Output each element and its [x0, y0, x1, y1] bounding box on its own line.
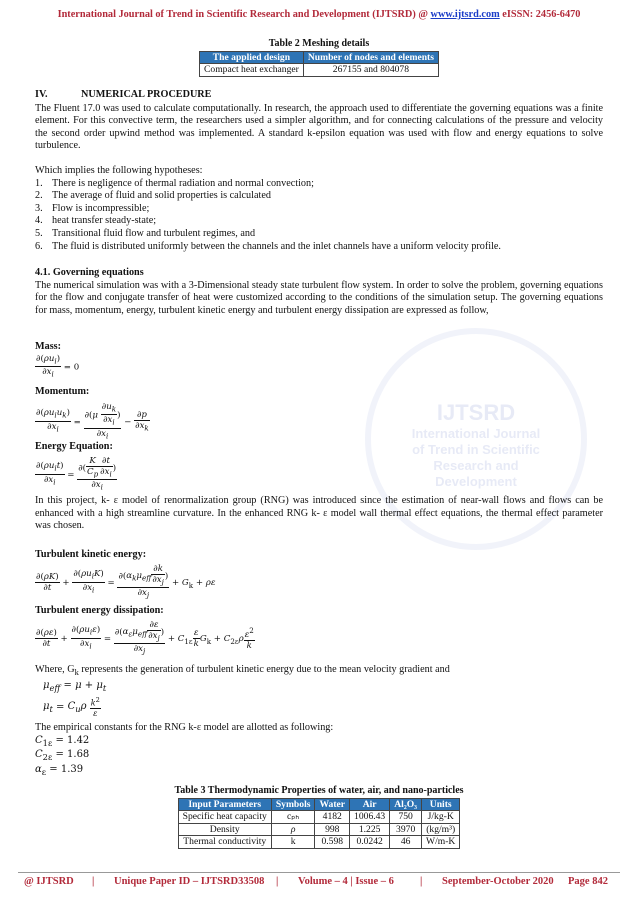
mass-equation: $\frac{\partial(\rho u_i)}{\partial x_i}$ = 0 [36, 353, 80, 380]
table2-header: The applied design [200, 51, 304, 64]
paragraph: Which implies the following hypotheses: [35, 164, 203, 176]
table2-header: Number of nodes and elements [303, 51, 438, 64]
table3-header: Al₂O₃ [390, 798, 422, 811]
table2-caption: Table 2 Meshing details [268, 38, 370, 49]
tke-equation: $\frac{\partial(\rho K)}{\partial t}$ + $\frac{\partial(\rho u_iK)}{\partial x_i}$ = $\partial(\alpha_k\mu_{eff}$ $\frac{\partial k}{\partial x_j}$ ) $\partial x_j$ + $G_k + \rho\varepsilon$ [36, 563, 216, 601]
ted-equation: $\frac{\partial(\rho\varepsilon)}{\partial t}$ + $\frac{\partial(\rho u_i\varepsilon)}{\partial x_i}$ = $\partial(\alpha_\varepsilon\mu_{eff}$ $\frac{\partial\varepsilon}{\partial x_j}$ ) $\partial x_j$ + $C_{1\varepsilon}$ $\frac{\varepsilon}{k}$ $G_k + C_{2\varepsilon}\rho$ $\frac{\varepsilon^2}{k}$ [36, 619, 254, 657]
table-row: Specific heat capacity cₚₕ 4182 1006.43 750 J/kg-K [178, 811, 460, 824]
paragraph: The Fluent 17.0 was used to calculate computationally. In research, the approach used to differentiate the governing equations was a finite element. For this convective term, the researchers used a simpler algorithm, and for connecting calculations of the pressure and velocity the second order upwind method was implemented. A standard k-epsilon equation was used with flow and energy equations to solve turbulence. [35, 102, 603, 152]
table3-caption: Table 3 Thermodynamic Properties of water, air, and nano-particles [174, 785, 464, 796]
mu-eff-equation: $\mu_{eff} = \mu + \mu_t$ [43, 679, 107, 693]
where-line: Where, $G_k$ represents the generation of turbulent kinetic energy due to the mean velocity gradient and [35, 664, 450, 678]
list-item: 5. Transitional fluid flow and turbulent regimes, and [35, 227, 256, 239]
table3-header: Units [422, 798, 460, 811]
table-row: Density ρ 998 1.225 3970 (kg/m³) [178, 823, 460, 836]
journal-name: International Journal of Trend in Scientific Research and Development (IJTSRD) @ [57, 9, 431, 20]
table3 [178, 798, 461, 849]
footer-rule [18, 872, 620, 873]
list-item: 4. heat transfer steady-state; [35, 215, 157, 227]
mass-label: Mass: [35, 341, 62, 352]
ted-label: Turbulent energy dissipation: [35, 605, 164, 616]
footer-paper-id: Unique Paper ID – IJTSRD33508 [114, 876, 265, 887]
ijtsrd-watermark: IJTSRD International Journal of Trend in Scientific Research and Development [365, 328, 587, 550]
table3-header: Symbols [271, 798, 315, 811]
journal-link[interactable]: www.ijtsrd.com [430, 9, 500, 20]
tke-label: Turbulent kinetic energy: [35, 549, 147, 560]
table3-header: Input Parameters [178, 798, 271, 811]
subsection-heading: 4.1. Governing equations [35, 267, 144, 278]
hypotheses-list [35, 178, 603, 254]
section-heading: IV. NUMERICAL PROCEDURE [35, 89, 212, 100]
table2 [199, 51, 439, 77]
list-item: 2. The average of fluid and solid properties is calculated [35, 190, 271, 202]
c1-constant: $C_{1\varepsilon} = 1.42$ [35, 734, 90, 748]
running-header [0, 9, 638, 20]
footer-site: @ IJTSRD [24, 876, 74, 887]
table-row: Compact heat exchanger 267155 and 804078 [200, 64, 439, 77]
alpha-constant: $\alpha_\varepsilon = 1.39$ [35, 763, 84, 777]
footer-page: Page 842 [568, 876, 608, 887]
c2-constant: $C_{2\varepsilon} = 1.68$ [35, 749, 90, 763]
footer-volume: Volume – 4 | Issue – 6 [298, 876, 394, 887]
table3-header: Water [315, 798, 350, 811]
list-item: 6. The fluid is distributed uniformly between the channels and the inlet channels have a uniform velocity profile. [35, 240, 501, 252]
energy-label: Energy Equation: [35, 441, 113, 452]
list-item: 1. There is negligence of thermal radiation and normal convection; [35, 177, 314, 189]
table3-header: Air [350, 798, 390, 811]
paragraph: In this project, k- ε model of renormalization group (RNG) was introduced since the estimation of near-wall flows and flows can be enhanced with a high streamline curvature. In the enhanced RNG k- ε model wall thermal effect equations, the thermal effect parameter was chosen. [35, 495, 603, 532]
list-item: 3. Flow is incompressible; [35, 202, 150, 214]
paragraph: The numerical simulation was with a 3-Dimensional steady state turbulent flow system. In order to solve the problem, governing equations for the flow and conjugate transfer of heat were customized according to the conditions of the simulation setup. The governing equations for mass, momentum, energy, turbulent kinetic energy and turbulent energy dissipation are expressed as follow, [35, 279, 603, 316]
table-row: Thermal conductivity k 0.598 0.0242 46 W/m-K [178, 836, 460, 849]
footer-date: September-October 2020 [442, 876, 554, 887]
momentum-label: Momentum: [35, 386, 90, 397]
issn: eISSN: 2456-6470 [499, 9, 581, 20]
momentum-equation: $\frac{\partial(\rho u_iu_k)}{\partial x_i}$ = ∂(μ $\frac{\partial u_k}{\partial x_i}$ ) $\partial x_i$ − $\frac{\partial p}{\partial x_k}$ [36, 401, 149, 441]
constants-intro: The empirical constants for the RNG k-ε model are allotted as following: [35, 722, 334, 733]
energy-equation: $\frac{\partial(\rho u_it)}{\partial x_i}$ = ∂( $\frac{K}{C_p}$ $\frac{\partial t}{\partial x_i}$ ) $\partial x_i$ [36, 455, 117, 493]
mu-t-equation: $\mu_t = C_u\rho$ $\frac{k^2}{\varepsilon}$ [43, 695, 100, 719]
